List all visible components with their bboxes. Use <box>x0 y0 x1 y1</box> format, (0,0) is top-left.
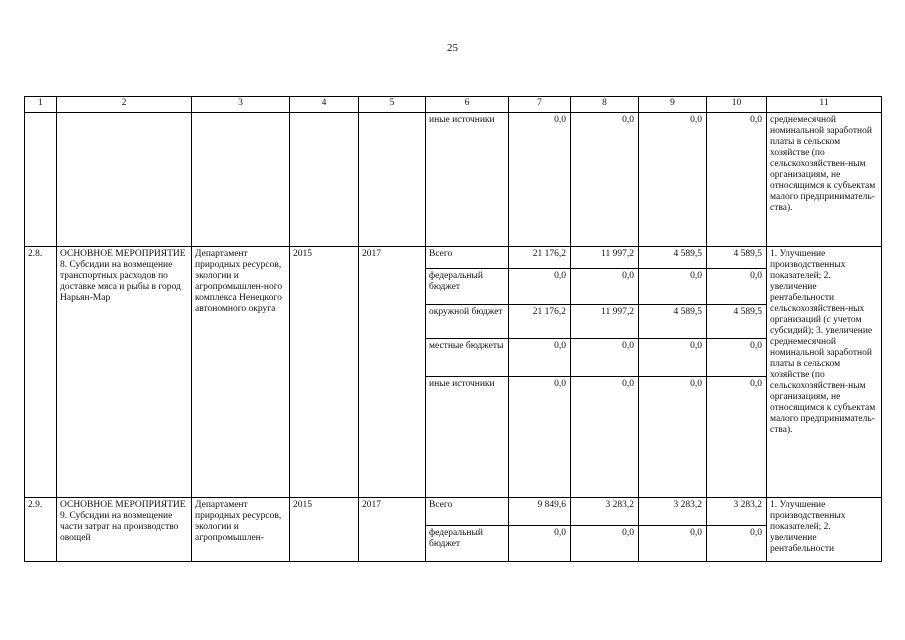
value-col7: 21 176,2 <box>509 305 571 338</box>
table-row-continuation <box>25 113 882 247</box>
item-name: ОСНОВНОЕ МЕРОПРИЯТИЕ 9. Субсидии на возмещение части затрат на производство овощей <box>57 497 192 561</box>
header-cell: 2 <box>57 97 192 113</box>
header-cell: 8 <box>571 97 639 113</box>
value-col9: 0,0 <box>639 338 707 376</box>
year-end: 2017 <box>359 497 426 561</box>
value-col8: 11 997,2 <box>571 246 639 268</box>
value-col9: 0,0 <box>639 269 707 305</box>
item-executor: Департамент природных ресурсов, экологии и агропромышлен-ного комплекса Ненецкого автономного округа <box>192 246 290 497</box>
header-cell: 7 <box>509 97 571 113</box>
funding-source: федеральный бюджет <box>426 269 509 305</box>
value-col8: 0,0 <box>571 338 639 376</box>
year-start: 2015 <box>290 497 359 561</box>
header-cell: 1 <box>25 97 57 113</box>
value-col7: 0,0 <box>509 269 571 305</box>
cell-empty <box>57 113 192 247</box>
year-end: 2017 <box>359 246 426 497</box>
funding-source: Всего <box>426 246 509 268</box>
funding-source: федеральный бюджет <box>426 525 509 561</box>
value-col9: 0,0 <box>639 525 707 561</box>
item-executor: Департамент природных ресурсов, экологии и агропромышлен- <box>192 497 290 561</box>
value-col9: 4 589,5 <box>639 246 707 268</box>
item-number: 2.9. <box>25 497 57 561</box>
header-cell: 9 <box>639 97 707 113</box>
value-col10: 4 589,5 <box>707 246 767 268</box>
value-col10: 0,0 <box>707 376 767 497</box>
expected-result: среднемесячной номинальной заработной платы в сельском хозяйстве (по сельскохозяйствен-ным организациям, не относящимся к субъектам малого предприниматель-ства). <box>767 113 882 247</box>
page-number: 25 <box>447 42 458 54</box>
cell-empty <box>25 113 57 247</box>
item-name: ОСНОВНОЕ МЕРОПРИЯТИЕ 8. Субсидии на возмещение транспортных расходов по доставке мяса и рыбы в город Нарьян-Мар <box>57 246 192 497</box>
funding-source: иные источники <box>426 376 509 497</box>
value-col7: 0,0 <box>509 376 571 497</box>
value-col9: 0,0 <box>639 113 707 247</box>
value-col9: 0,0 <box>639 376 707 497</box>
value-col7: 9 849,6 <box>509 497 571 525</box>
funding-source: окружной бюджет <box>426 305 509 338</box>
value-col10: 3 283,2 <box>707 497 767 525</box>
header-cell: 11 <box>767 97 882 113</box>
year-start: 2015 <box>290 246 359 497</box>
value-col8: 0,0 <box>571 269 639 305</box>
cell-empty <box>290 113 359 247</box>
header-cell: 3 <box>192 97 290 113</box>
value-col8: 0,0 <box>571 376 639 497</box>
budget-table <box>24 96 882 562</box>
value-col8: 11 997,2 <box>571 305 639 338</box>
funding-source: Всего <box>426 497 509 525</box>
item-number: 2.8. <box>25 246 57 497</box>
value-col7: 0,0 <box>509 525 571 561</box>
value-col8: 0,0 <box>571 113 639 247</box>
value-col10: 0,0 <box>707 338 767 376</box>
value-col7: 21 176,2 <box>509 246 571 268</box>
header-cell: 5 <box>359 97 426 113</box>
value-col10: 4 589,5 <box>707 305 767 338</box>
cell-empty <box>359 113 426 247</box>
value-col9: 3 283,2 <box>639 497 707 525</box>
value-col7: 0,0 <box>509 113 571 247</box>
header-row <box>25 97 882 113</box>
header-cell: 4 <box>290 97 359 113</box>
value-col8: 3 283,2 <box>571 497 639 525</box>
value-col8: 0,0 <box>571 525 639 561</box>
table-row-item-2-9 <box>25 497 882 525</box>
expected-result: 1. Улучшение производственных показателей; 2. увеличение рентабельности <box>767 497 882 561</box>
header-cell: 10 <box>707 97 767 113</box>
funding-source: местные бюджеты <box>426 338 509 376</box>
value-col10: 0,0 <box>707 113 767 247</box>
funding-source: иные источники <box>426 113 509 247</box>
value-col10: 0,0 <box>707 525 767 561</box>
value-col7: 0,0 <box>509 338 571 376</box>
header-cell: 6 <box>426 97 509 113</box>
value-col10: 0,0 <box>707 269 767 305</box>
expected-result: 1. Улучшение производственных показателей; 2. увеличение рентабельности сельскохозяйствен-ных организаций (с учетом субсидий); 3. увеличение среднемесячной номинальной заработной платы в сельском хозяйстве (по сельскохозяйствен-ным организациям, не относящимся к субъектам малого предприниматель-ства). <box>767 246 882 497</box>
value-col9: 4 589,5 <box>639 305 707 338</box>
table-row-item-2-8 <box>25 246 882 268</box>
cell-empty <box>192 113 290 247</box>
